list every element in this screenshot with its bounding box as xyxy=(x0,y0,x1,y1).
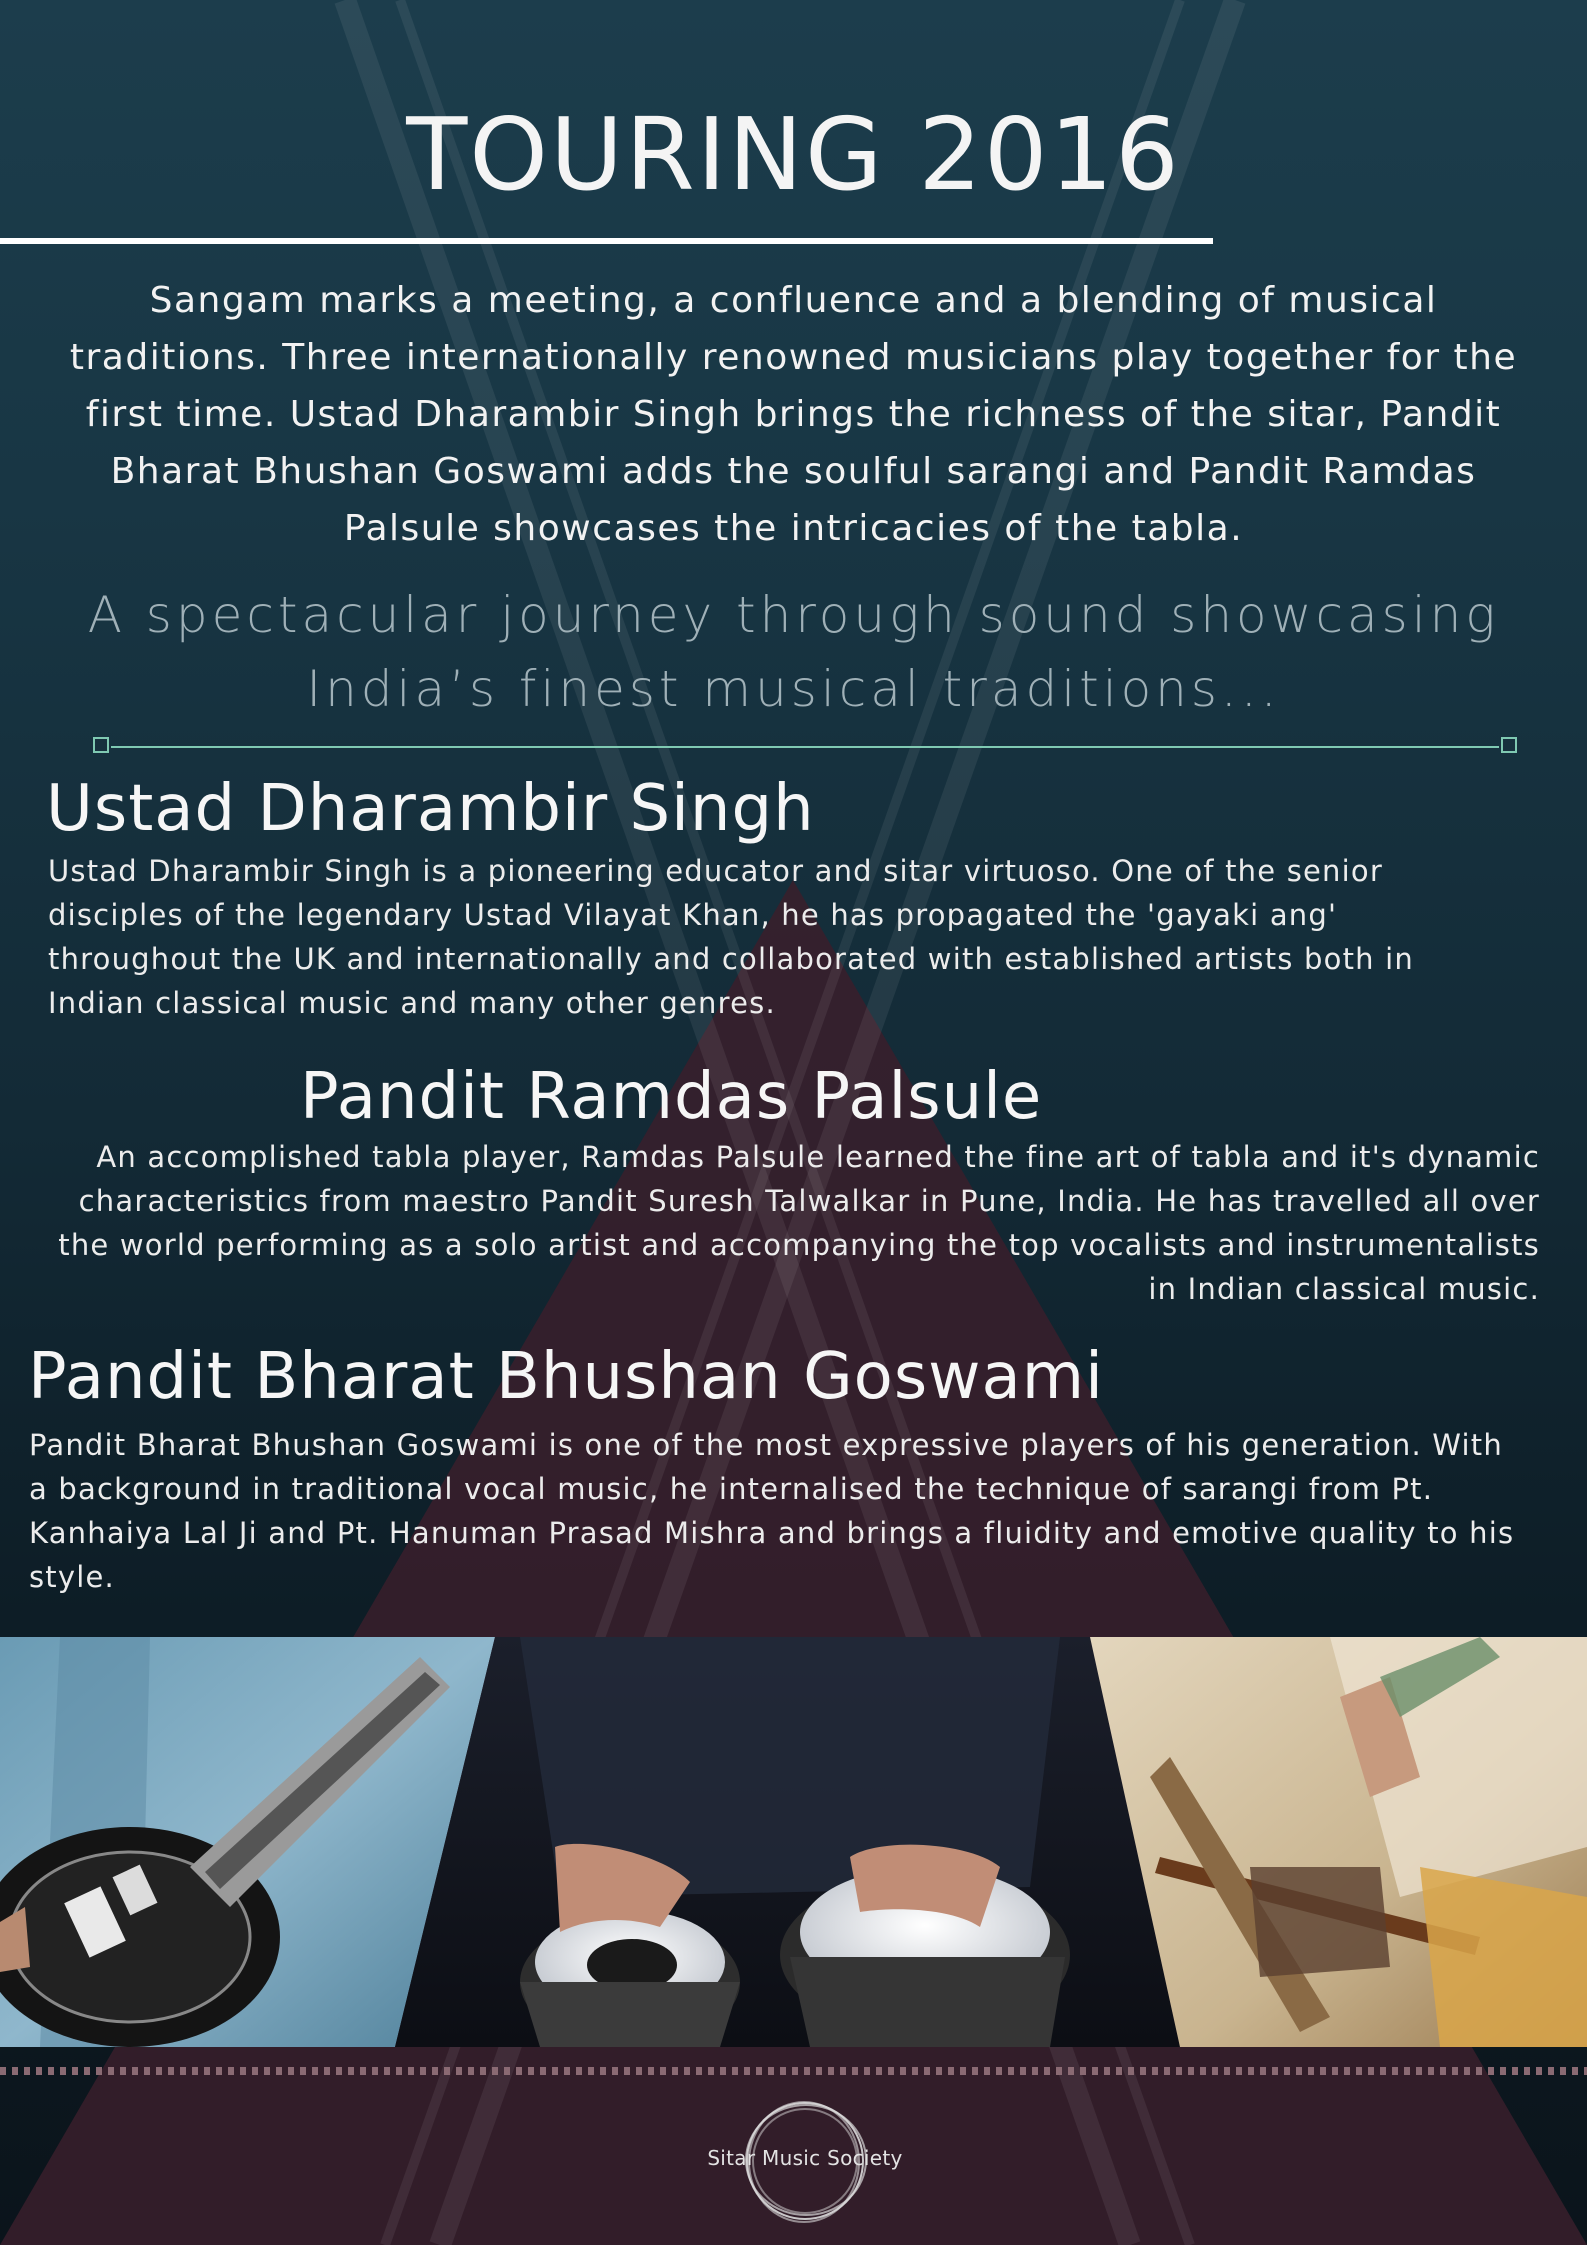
title-underline xyxy=(0,238,1213,244)
artist-bio-bharat: Pandit Bharat Bhushan Goswami is one of the most expressive players of his generation. With a background in traditional vocal music, he internalised the technique of sarangi from Pt. Kanhaiya Lal Ji and Pt. Hanuman Prasad Mishra and brings a fluidity and emotive quality to his style. xyxy=(29,1428,1515,1594)
divider-end-right xyxy=(1501,737,1517,753)
divider-end-left xyxy=(93,737,109,753)
artist-name-ramdas: Pandit Ramdas Palsule xyxy=(300,1060,1043,1134)
sitar-music-society-logo xyxy=(700,2095,910,2225)
artist-name-bharat: Pandit Bharat Bhushan Goswami xyxy=(28,1340,1104,1414)
intro-paragraph: Sangam marks a meeting, a confluence and a blending of musical traditions. Three internationally renowned musicians play together for the first time. Ustad Dharambir Singh brings the richness of the sitar, Pandit Bharat Bhushan Goswami adds the soulful sarangi and Pandit Ramdas Palsule showcases the intricacies of the tabla. xyxy=(69,280,1518,549)
photo-strip xyxy=(0,1637,1587,2047)
page-title: TOURING 2016 xyxy=(406,96,1181,213)
artist-bio-ramdas: An accomplished tabla player, Ramdas Palsule learned the fine art of tabla and it's dynamic characteristics from maestro Pandit Suresh Talwalkar in Pune, India. He has travelled all over the world performing as a solo artist and accompanying the top vocalists and instrumentalists in Indian classical music. xyxy=(58,1140,1540,1306)
artist-name-dharambir: Ustad Dharambir Singh xyxy=(46,772,815,846)
section-divider xyxy=(93,737,1517,757)
artist-bio-dharambir: Ustad Dharambir Singh is a pioneering educator and sitar virtuoso. One of the senior disciples of the legendary Ustad Vilayat Khan, he has propagated the 'gayaki ang' throughout the UK and internationally and collaborated with established artists both in Indian classical music and many other genres. xyxy=(48,854,1414,1020)
dotted-divider xyxy=(0,2067,1587,2075)
divider-line xyxy=(111,746,1499,748)
photo-tabla xyxy=(395,1637,1180,2047)
logo-text: Sitar Music Society xyxy=(707,2146,903,2170)
tagline: A spectacular journey through sound showcasing India’s finest musical traditions... xyxy=(87,586,1500,718)
